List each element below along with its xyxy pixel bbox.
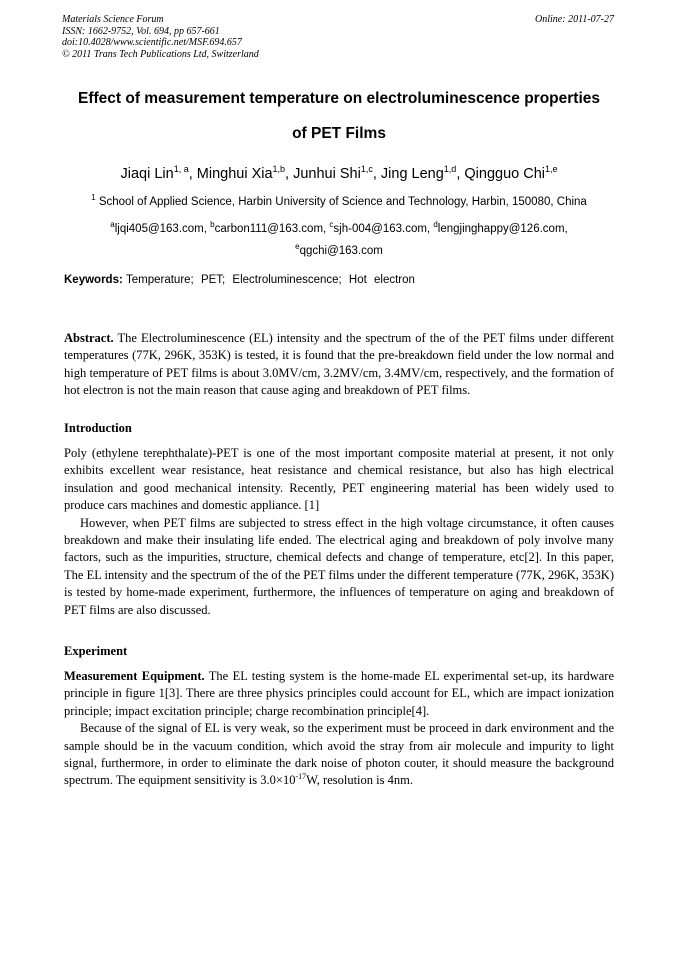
experiment-text-end: W, resolution is 4nm.: [306, 773, 413, 788]
keywords-line: [64, 274, 415, 286]
introduction-section: [64, 445, 614, 619]
author-sup: 1,b: [272, 164, 286, 174]
equipment-text: The EL testing system is the home-made EL experimental set-up, its hardware principle in figure 1[3]. There are three physics principles could account for EL, which are impact ionization principle; impact excitation principle; charge recombination principle[4].: [64, 669, 614, 718]
abstract-label: Abstract.: [64, 331, 114, 345]
introduction-heading: Introduction: [64, 421, 132, 435]
exponent: -17: [295, 772, 307, 782]
affiliation-sup: 1: [91, 193, 96, 202]
email-address[interactable]: lengjinghappy@126.com: [437, 223, 565, 235]
affiliation: [30, 193, 648, 208]
copyright-line: © 2011 Trans Tech Publications Ltd, Switzerland: [62, 48, 259, 60]
keywords-value: Temperature; PET; Electroluminescence; Hot electron: [126, 274, 415, 286]
email-sup: c: [329, 220, 334, 229]
keywords-label: Keywords:: [64, 274, 123, 286]
email-sup: d: [433, 220, 438, 229]
author-sup: 1,c: [360, 164, 373, 174]
email-sup: a: [110, 220, 115, 229]
email-sup: e: [295, 242, 300, 251]
email-address[interactable]: qgchi@163.com: [299, 245, 383, 257]
author-name: Junhui Shi: [293, 166, 361, 182]
experiment-section: [64, 668, 614, 790]
email-sup: b: [210, 220, 215, 229]
email-address[interactable]: ljqi405@163.com: [114, 223, 204, 235]
issn-line: ISSN: 1662-9752, Vol. 694, pp 657-661: [62, 25, 220, 37]
introduction-paragraph: However, when PET films are subjected to stress effect in the high voltage circumstance, it often causes breakdown and make their insulating life ended. The electrical aging and breakdown of poly involve many factors, such as the impurities, structure, chemical defects and change of temperature, etc[2]. In this paper, The EL intensity and the spectrum of the of the PET films under the different temperature (77K, 296K, 353K) is tested by home-made experiment, furthermore, the influences of temperature on aging and breakdown of PET films are also discussed.: [64, 515, 614, 617]
author-sup: 1, a: [173, 164, 189, 174]
affiliation-text: School of Applied Science, Harbin University of Science and Technology, Harbin, 150080, China: [98, 196, 587, 208]
author-name: Qingguo Chi: [464, 166, 545, 182]
experiment-paragraph: [64, 720, 614, 790]
abstract-section: [64, 330, 614, 400]
author-name: Jing Leng: [380, 166, 444, 182]
journal-name: Materials Science Forum: [62, 14, 164, 25]
introduction-paragraph: Poly (ethylene terephthalate)-PET is one of the most important composite material at present, it not only exhibits excellent wear resistance, heat resistance and chemical resistance, but also has high electrical insulation and good mechanical intensity. Recently, PET engineering material has been widely used to produce cars machines and domestic appliance. [1]: [64, 446, 614, 513]
equipment-label: Measurement Equipment.: [64, 669, 205, 683]
online-date: Online: 2011-07-27: [535, 14, 614, 25]
doi-line[interactable]: doi:10.4028/www.scientific.net/MSF.694.657: [62, 37, 242, 48]
author-name: Minghui Xia: [196, 166, 273, 182]
journal-header: [62, 14, 259, 60]
email-address[interactable]: sjh-004@163.com: [333, 223, 427, 235]
paper-title-line-1: Effect of measurement temperature on electroluminescence properties: [78, 90, 600, 107]
email-list: $^a$ljqi405@163.com, $^b$carbon111@163.com, $^c$sjh-004@163.com, $^d$lengjinghappy@126.com, $^e$qgchi@163.com: [110, 220, 568, 257]
paper-title-line-2: of PET Films: [292, 125, 386, 142]
abstract-text: The Electroluminescence (EL) intensity and the spectrum of the of the PET films under different temperatures (77K, 296K, 353K) is tested, it is found that the pre-breakdown field under the low normal and high temperature of PET films is about 3.0MV/cm, 3.2MV/cm, 3.4MV/cm, respectively, and the formation of hot electron is not the main reason that cause aging and breakdown of PET films.: [64, 331, 614, 398]
author-name: Jiaqi Lin: [120, 166, 174, 182]
experiment-heading: Experiment: [64, 644, 128, 658]
author-list: Jiaqi Lin$^{1, a}$, Minghui Xia$^{1,b}$, Junhui Shi$^{1,c}$, Jing Leng$^{1,d}$, Qingguo Chi$^{1,e}$: [120, 164, 558, 182]
email-address[interactable]: carbon111@163.com: [214, 223, 324, 235]
experiment-text: Because of the signal of EL is very weak, so the experiment must be proceed in dark environment and the sample should be in the vacuum condition, which avoid the stray from air molecule and impurity to light signal, furthermore, in order to eliminate the dark noise of photon couter, it should measure the background spectrum. The equipment sensitivity is 3.0×10: [64, 721, 614, 788]
author-sup: 1,d: [443, 164, 457, 174]
author-sup: 1,e: [544, 164, 558, 174]
